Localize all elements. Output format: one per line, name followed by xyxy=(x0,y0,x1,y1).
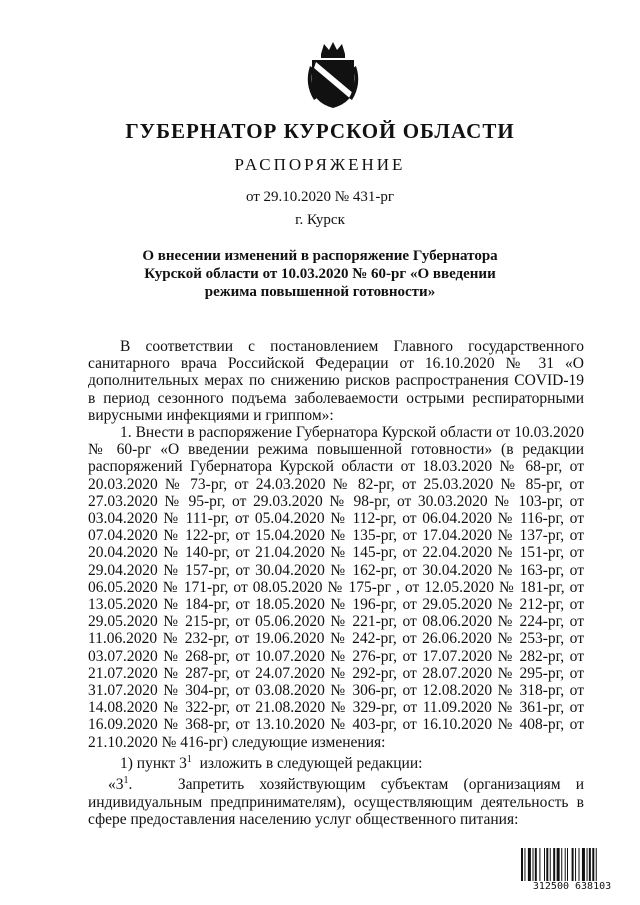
quoted-clause-dot: . xyxy=(128,776,133,794)
kursk-coat-of-arms-icon xyxy=(304,40,362,110)
item-1-text: изложить в следующей редакции: xyxy=(199,755,423,773)
preamble-paragraph: В соответствии с постановлением Главного государственного санитарного врача Российской Федерации от 16.10.2020 № 31 «О дополнительных мерах по снижению рисков распространения COVID-19 в период сезонного подъема заболеваемости острыми респираторными вирусными инфекциями и гриппом»: xyxy=(88,338,584,424)
quoted-clause-superscript: 1 xyxy=(123,775,129,787)
quoted-clause-prefix: «3 xyxy=(108,776,124,794)
issuing-authority: ГУБЕРНАТОР КУРСКОЙ ОБЛАСТИ xyxy=(125,119,515,143)
document-city: г. Курск xyxy=(295,212,345,228)
document-body xyxy=(88,338,584,828)
barcode-number: 312500 638103 xyxy=(521,881,623,893)
item-1-superscript: 1 xyxy=(186,753,192,765)
item-1-prefix: 1) пункт 3 xyxy=(120,755,187,773)
document-date-number: от 29.10.2020 № 431-рг xyxy=(245,189,395,205)
document-subject xyxy=(130,247,510,301)
quoted-clause-text: Запретить хозяйствующим субъектам (организациям и индивидуальным предпринимателям), осуществляющим деятельность в сфере предоставления населению услуг общественного питания: xyxy=(88,776,585,828)
subject-line: Курской области от 10.03.2020 № 60-рг «О введении xyxy=(144,266,496,282)
subject-line: О внесении изменений в распоряжение Губернатора xyxy=(142,248,498,264)
document-type: РАСПОРЯЖЕНИЕ xyxy=(234,155,406,174)
amendment-paragraph: 1. Внести в распоряжение Губернатора Курской области от 10.03.2020 № 60-рг «О введении режима повышенной готовности» (в редакции распоряжений Губернатора Курской области от 18.03.2020 № 68-рг, от 20.03.2020 № 73-рг, от 24.03.2020 № 82-рг, от 25.03.2020 № 85-рг, от 27.03.2020 № 95-рг, от 29.03.2020 № 98-рг, от 30.03.2020 № 103-рг, от 03.04.2020 № 111-рг, от 05.04.2020 № 112-рг, от 06.04.2020 № 116-рг, от 07.04.2020 № 122-рг, от 15.04.2020 № 135-рг, от 17.04.2020 № 137-рг, от 20.04.2020 № 140-рг, от 21.04.2020 № 145-рг, от 22.04.2020 № 151-рг, от 29.04.2020 № 157-рг, от 30.04.2020 № 162-рг, от 30.04.2020 № 163-рг, от 06.05.2020 № 171-рг, от 08.05.2020 № 175-рг , от 12.05.2020 № 181-рг, от 13.05.2020 № 184-рг, от 18.05.2020 № 196-рг, от 29.05.2020 № 212-рг, от 29.05.2020 № 215-рг, от 05.06.2020 № 221-рг, от 08.06.2020 № 224-рг, от 11.06.2020 № 232-рг, от 19.06.2020 № 242-рг, от 26.06.2020 № 253-рг, от 03.07.2020 № 268-рг, от 10.07.2020 № 276-рг, от 17.07.2020 № 282-рг, от 21.07.2020 № 287-рг, от 24.07.2020 № 292-рг, от 28.07.2020 № 295-рг, от 31.07.2020 № 304-рг, от 03.08.2020 № 306-рг, от 12.08.2020 № 318-рг, от 14.08.2020 № 322-рг, от 21.08.2020 № 329-рг, от 11.09.2020 № 361-рг, от 16.09.2020 № 368-рг, от 13.10.2020 № 403-рг, от 16.10.2020 № 408-рг, от 21.10.2020 № 416-рг) следующие изменения: xyxy=(88,424,584,751)
subject-line: режима повышенной готовности» xyxy=(204,284,436,300)
item-1-paragraph xyxy=(88,751,584,772)
quoted-clause-paragraph xyxy=(88,772,584,828)
